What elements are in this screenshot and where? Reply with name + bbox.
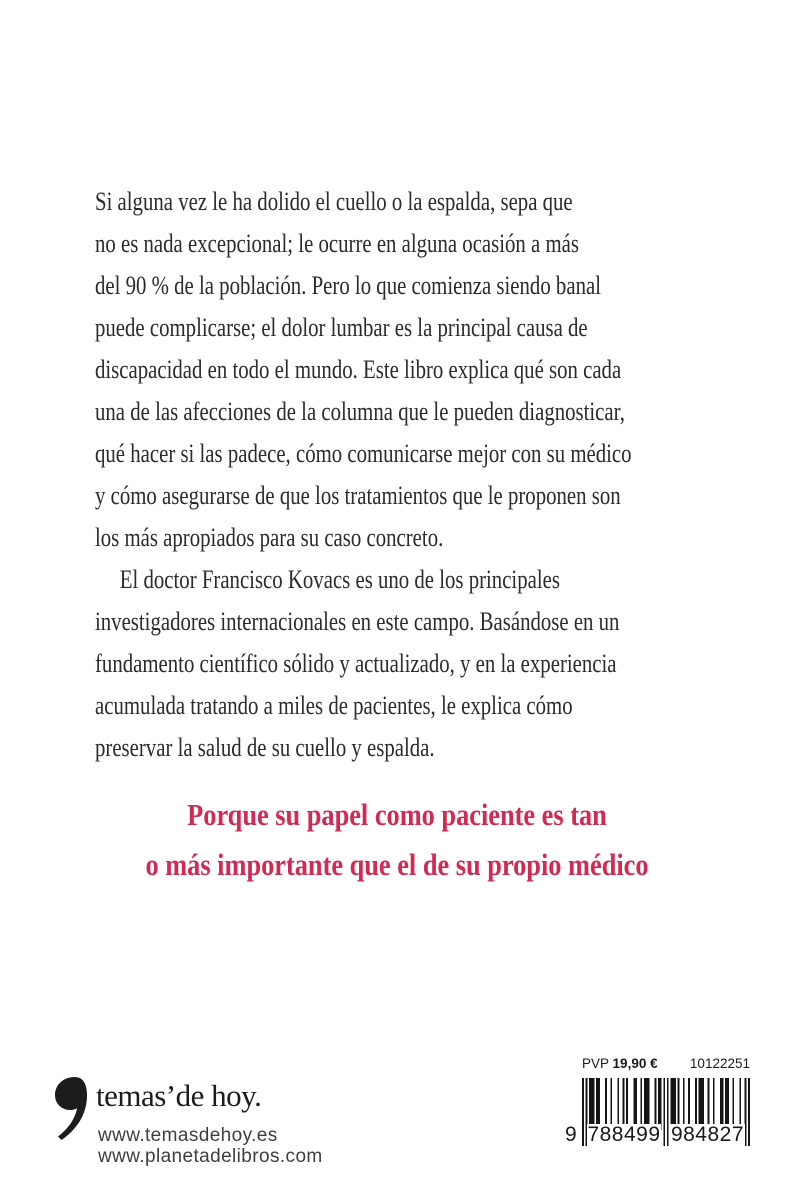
price xyxy=(582,1056,658,1072)
isbn-group-1: 788499 xyxy=(587,1123,661,1146)
synopsis-line: discapacidad en todo el mundo. Este libro explica qué son cada xyxy=(95,355,622,384)
publisher-url: www.planetadelibros.com xyxy=(98,1146,323,1167)
synopsis-line: qué hacer si las padece, cómo comunicarse mejor con su médico xyxy=(95,439,632,468)
tagline xyxy=(137,790,657,890)
ean13-barcode xyxy=(565,1078,750,1146)
pvp-label: PVP xyxy=(582,1056,609,1071)
price-value: 19,90 € xyxy=(612,1056,658,1071)
isbn-first-digit: 9 xyxy=(565,1123,577,1146)
synopsis-line: Si alguna vez le ha dolido el cuello o la espalda, sepa que xyxy=(95,187,573,216)
publisher-url: www.temasdehoy.es xyxy=(98,1125,278,1146)
synopsis-line: investigadores internacionales en este campo. Basándose en un xyxy=(95,607,620,636)
synopsis-line: acumulada tratando a miles de pacientes, le explica cómo xyxy=(95,691,573,720)
synopsis-line: puede complicarse; el dolor lumbar es la principal causa de xyxy=(95,313,588,342)
tagline-line: Porque su papel como paciente es tan xyxy=(187,797,607,832)
synopsis-line: una de las afecciones de la columna que le pueden diagnosticar, xyxy=(95,397,625,426)
tagline-line: o más importante que el de su propio médico xyxy=(145,847,649,882)
synopsis-line: preservar la salud de su cuello y espalda. xyxy=(95,733,435,762)
publisher-comma-logo-icon xyxy=(52,1076,88,1140)
reference-number: 10122251 xyxy=(689,1056,750,1071)
isbn-group-2: 984827 xyxy=(670,1123,745,1146)
synopsis-text xyxy=(95,181,632,769)
synopsis-line: del 90 % de la población. Pero lo que comienza siendo banal xyxy=(95,271,601,300)
publisher-logo-text: temas’de hoy. xyxy=(96,1078,262,1113)
barcode-block xyxy=(563,1056,755,1146)
synopsis-line: no es nada excepcional; le ocurre en alguna ocasión a más xyxy=(95,229,579,258)
price-row xyxy=(582,1056,750,1072)
publisher-urls xyxy=(98,1125,323,1167)
synopsis-line: y cómo asegurarse de que los tratamientos que le proponen son xyxy=(95,481,621,510)
synopsis-line: los más apropiados para su caso concreto. xyxy=(95,523,444,552)
synopsis-line: El doctor Francisco Kovacs es uno de los principales xyxy=(119,565,560,594)
synopsis-line: fundamento científico sólido y actualizado, y en la experiencia xyxy=(95,649,617,678)
